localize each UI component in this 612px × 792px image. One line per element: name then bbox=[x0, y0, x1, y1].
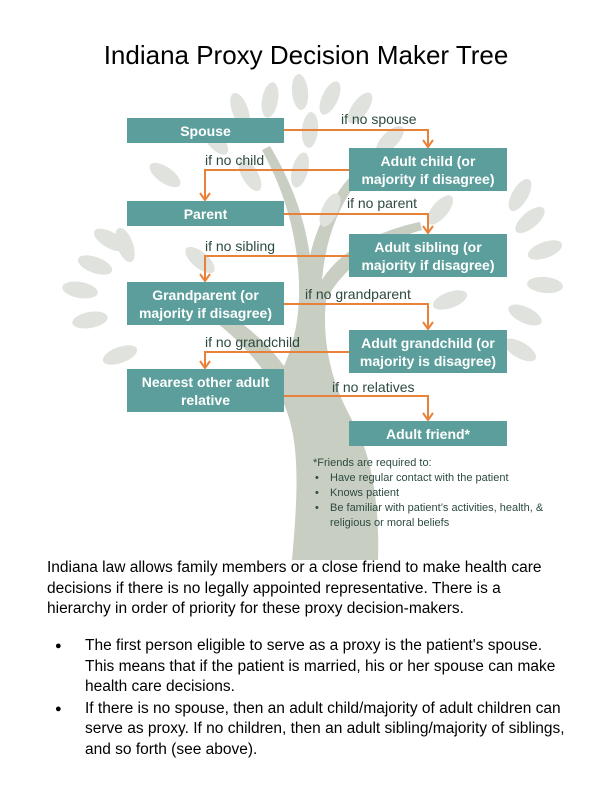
note-item: • Be familiar with patient’s activities, health, & religious or moral beliefs bbox=[313, 501, 573, 531]
node-parent bbox=[127, 201, 284, 226]
node-label: Spouse bbox=[180, 122, 231, 139]
edge-label-if-no-spouse: if no spouse bbox=[341, 111, 417, 127]
node-label: Adult sibling (or bbox=[374, 238, 482, 255]
node-adult-friend bbox=[349, 421, 507, 446]
node-label: Adult friend* bbox=[386, 425, 470, 442]
intro-paragraph: Indiana law allows family members or a close friend to make health care decisions if there is no legally appointed representative. There is a hierarchy in order of priority for these proxy decision-makers. bbox=[47, 559, 542, 617]
edge-label-if-no-child: if no child bbox=[205, 152, 265, 168]
node-label: Grandparent (or bbox=[152, 286, 259, 303]
edge-label-if-no-grandchild: if no grandchild bbox=[205, 334, 300, 350]
note-heading: *Friends are required to: bbox=[313, 457, 432, 469]
node-label: majority if disagree) bbox=[361, 256, 495, 273]
node-spouse bbox=[127, 118, 284, 143]
edge-label-if-no-sibling: if no sibling bbox=[205, 238, 276, 254]
edge-label-if-no-relatives: if no relatives bbox=[332, 379, 415, 395]
node-adult-sibling bbox=[349, 234, 507, 277]
node-adult-child bbox=[349, 148, 507, 191]
page-title: Indiana Proxy Decision Maker Tree bbox=[103, 40, 509, 70]
edge-label-if-no-parent: if no parent bbox=[347, 195, 418, 211]
explanation-item: ● If there is no spouse, then an adult child/majority of adult children can serve as proxy. If no children, then an adult sibling/majority of siblings, and so forth (see above). bbox=[47, 699, 567, 761]
node-label: majority is disagree) bbox=[359, 352, 497, 369]
note-item: • Have regular contact with the patient bbox=[313, 471, 573, 486]
node-label: Nearest other adult bbox=[141, 373, 270, 390]
explanation-list bbox=[47, 636, 567, 761]
node-label: Adult child (or bbox=[380, 152, 476, 169]
edge-label-if-no-grandparent: if no grandparent bbox=[305, 286, 411, 302]
node-adult-grandchild bbox=[349, 330, 507, 373]
friend-requirements-note bbox=[313, 456, 573, 531]
node-label: Parent bbox=[183, 205, 228, 222]
node-label: majority if disagree) bbox=[361, 170, 495, 187]
node-nearest-relative bbox=[127, 369, 284, 412]
node-label: Adult grandchild (or bbox=[361, 334, 495, 351]
node-label: majority if disagree) bbox=[138, 304, 273, 321]
explanation-item: ● The first person eligible to serve as a proxy is the patient's spouse. This means that if the patient is married, his or her spouse can make health care decisions. bbox=[47, 636, 567, 698]
node-grandparent bbox=[127, 282, 284, 325]
node-label: relative bbox=[180, 391, 231, 408]
note-item: • Knows patient bbox=[313, 486, 573, 501]
